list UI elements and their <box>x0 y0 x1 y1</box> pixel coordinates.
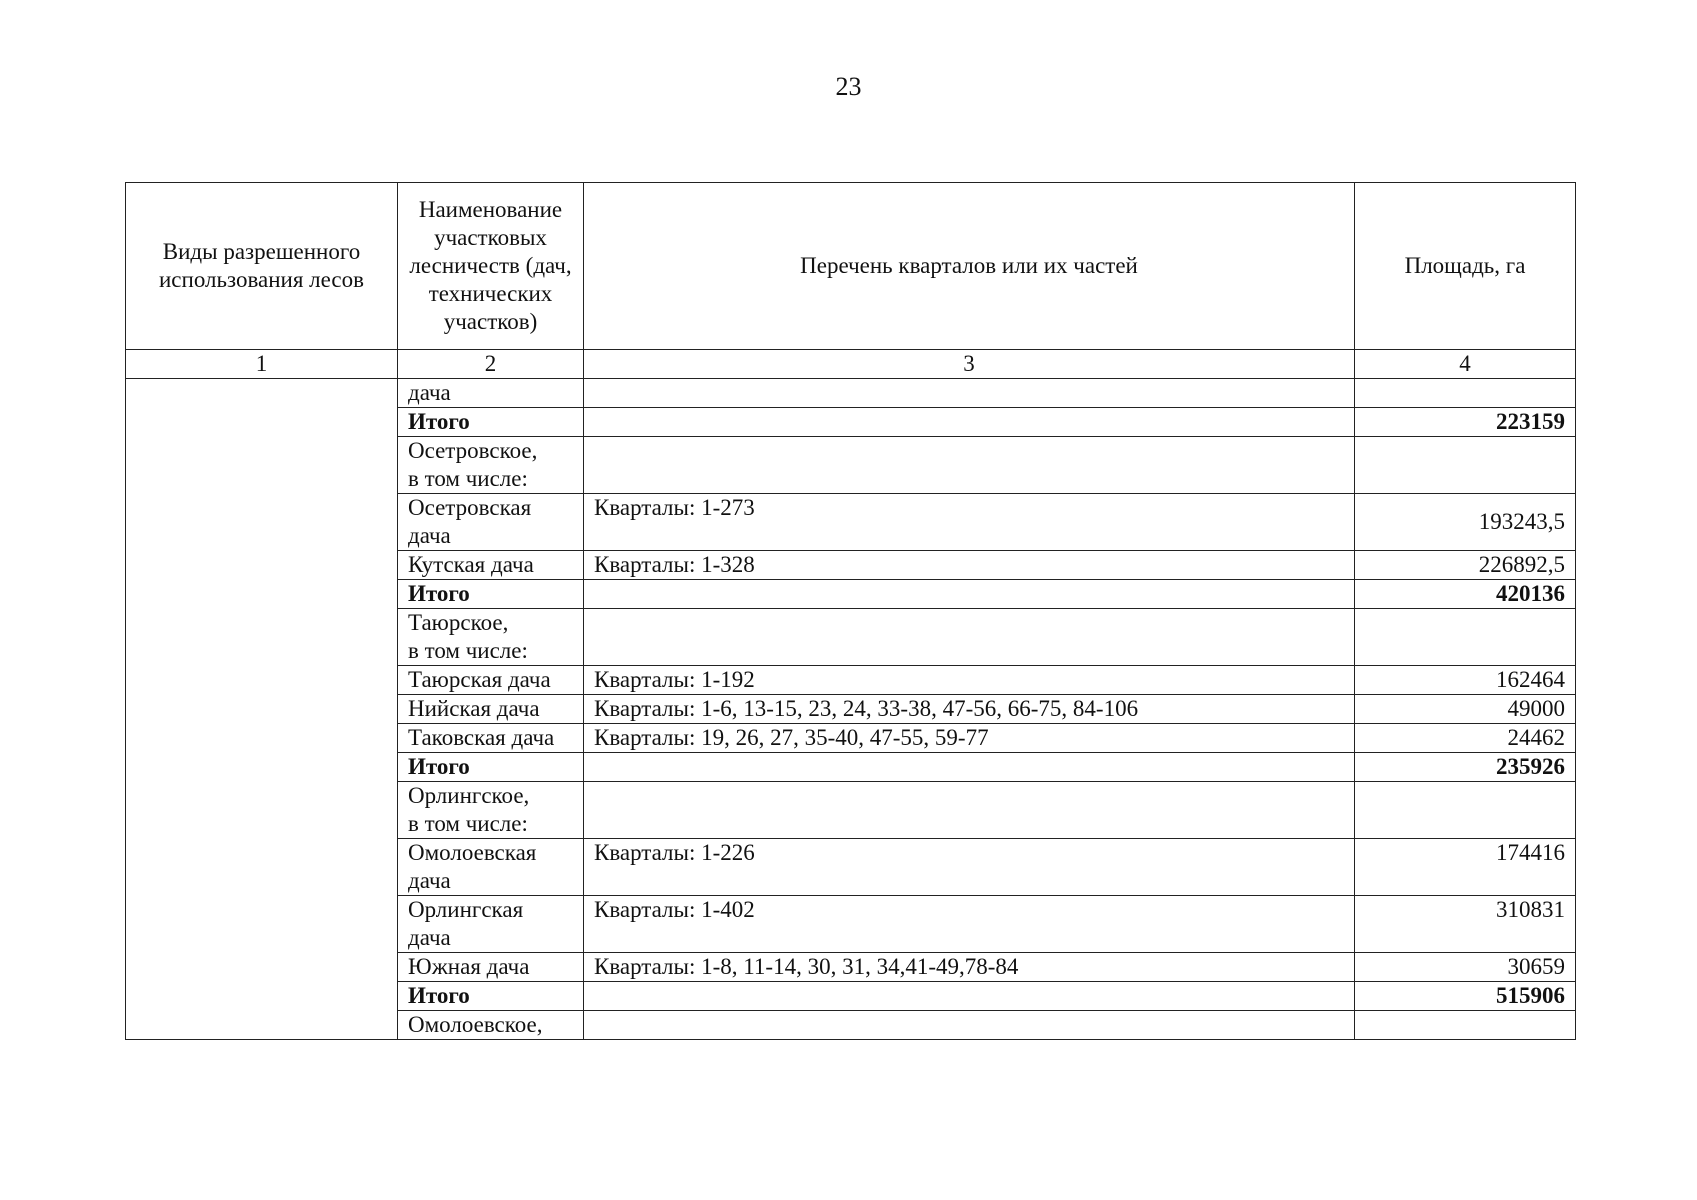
quarters-list <box>584 408 1355 437</box>
district-name: Орлингская дача <box>398 896 584 953</box>
district-name: дача <box>398 379 584 408</box>
quarters-list <box>584 1011 1355 1040</box>
column-number: 1 <box>126 350 398 379</box>
district-name: Итого <box>398 753 584 782</box>
column-number-row <box>126 350 1576 379</box>
header-forest-use-types: Виды разрешенного использования лесов <box>126 183 398 350</box>
forest-use-table <box>125 182 1576 1040</box>
quarters-list <box>584 753 1355 782</box>
table-header-row <box>126 183 1576 350</box>
quarters-list: Кварталы: 1-6, 13-15, 23, 24, 33-38, 47-56, 66-75, 84-106 <box>584 695 1355 724</box>
district-name: Омолоевское, <box>398 1011 584 1040</box>
page-number: 23 <box>835 72 862 101</box>
area-value: 30659 <box>1355 953 1576 982</box>
area-value: 420136 <box>1355 580 1576 609</box>
district-name: Орлингское, в том числе: <box>398 782 584 839</box>
area-value: 49000 <box>1355 695 1576 724</box>
area-value: 310831 <box>1355 896 1576 953</box>
quarters-list: Кварталы: 19, 26, 27, 35-40, 47-55, 59-77 <box>584 724 1355 753</box>
column-number: 3 <box>584 350 1355 379</box>
quarters-list: Кварталы: 1-226 <box>584 839 1355 896</box>
district-name: Таюрское, в том числе: <box>398 609 584 666</box>
quarters-list: Кварталы: 1-402 <box>584 896 1355 953</box>
quarters-list: Кварталы: 1-8, 11-14, 30, 31, 34,41-49,78-84 <box>584 953 1355 982</box>
area-value <box>1355 1011 1576 1040</box>
table-row <box>126 379 1576 408</box>
forest-use-type-cell <box>126 379 398 1040</box>
district-name: Осетровская дача <box>398 494 584 551</box>
quarters-list <box>584 782 1355 839</box>
district-name: Кутская дача <box>398 551 584 580</box>
district-name: Итого <box>398 408 584 437</box>
quarters-list <box>584 982 1355 1011</box>
area-value <box>1355 437 1576 494</box>
header-area: Площадь, га <box>1355 183 1576 350</box>
area-value: 162464 <box>1355 666 1576 695</box>
district-name: Таюрская дача <box>398 666 584 695</box>
district-name: Таковская дача <box>398 724 584 753</box>
header-district-names: Наименование участковых лесничеств (дач, технических участков) <box>398 183 584 350</box>
area-value <box>1355 379 1576 408</box>
district-name: Нийская дача <box>398 695 584 724</box>
district-name: Итого <box>398 580 584 609</box>
area-value: 24462 <box>1355 724 1576 753</box>
quarters-list <box>584 437 1355 494</box>
area-value <box>1355 782 1576 839</box>
district-name: Осетровское, в том числе: <box>398 437 584 494</box>
area-value: 515906 <box>1355 982 1576 1011</box>
quarters-list <box>584 609 1355 666</box>
quarters-list: Кварталы: 1-273 <box>584 494 1355 551</box>
header-quarters-list: Перечень кварталов или их частей <box>584 183 1355 350</box>
district-name: Итого <box>398 982 584 1011</box>
area-value: 226892,5 <box>1355 551 1576 580</box>
area-value: 174416 <box>1355 839 1576 896</box>
quarters-list <box>584 580 1355 609</box>
table-body <box>126 379 1576 1040</box>
area-value <box>1355 609 1576 666</box>
quarters-list <box>584 379 1355 408</box>
area-value: 193243,5 <box>1355 494 1576 551</box>
quarters-list: Кварталы: 1-328 <box>584 551 1355 580</box>
area-value: 223159 <box>1355 408 1576 437</box>
column-number: 4 <box>1355 350 1576 379</box>
column-number: 2 <box>398 350 584 379</box>
quarters-list: Кварталы: 1-192 <box>584 666 1355 695</box>
area-value: 235926 <box>1355 753 1576 782</box>
district-name: Омолоевская дача <box>398 839 584 896</box>
district-name: Южная дача <box>398 953 584 982</box>
